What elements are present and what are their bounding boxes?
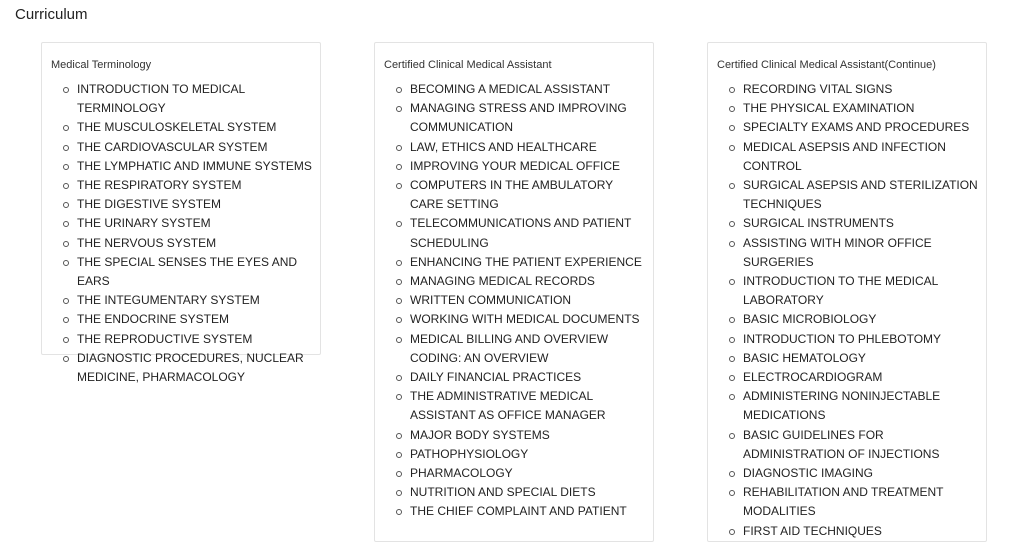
topic-list-item: BASIC HEMATOLOGY (717, 349, 978, 368)
topic-list-item: THE DIGESTIVE SYSTEM (51, 195, 312, 214)
topic-list-item: BECOMING A MEDICAL ASSISTANT (384, 80, 645, 99)
topic-list-item: ELECTROCARDIOGRAM (717, 368, 978, 387)
topic-list-item: FIRST AID TECHNIQUES (717, 522, 978, 541)
topic-list-item: BASIC GUIDELINES FOR ADMINISTRATION OF INJECTIONS (717, 426, 978, 464)
topic-list-item: NUTRITION AND SPECIAL DIETS (384, 483, 645, 502)
topic-list-item: ENHANCING THE PATIENT EXPERIENCE (384, 253, 645, 272)
topic-list (384, 80, 645, 522)
topic-list-item: MANAGING STRESS AND IMPROVING COMMUNICATION (384, 99, 645, 137)
topic-list-item: SPECIALTY EXAMS AND PROCEDURES (717, 118, 978, 137)
topic-list-item: MANAGING MEDICAL RECORDS (384, 272, 645, 291)
topic-list-item: THE LYMPHATIC AND IMMUNE SYSTEMS (51, 157, 312, 176)
topic-list-item: BASIC MICROBIOLOGY (717, 310, 978, 329)
topic-list-item: COMPUTERS IN THE AMBULATORY CARE SETTING (384, 176, 645, 214)
page-title: Curriculum (15, 6, 88, 23)
topic-list (717, 80, 978, 541)
topic-list-item: THE NERVOUS SYSTEM (51, 234, 312, 253)
topic-list-item: DIAGNOSTIC PROCEDURES, NUCLEAR MEDICINE, PHARMACOLOGY (51, 349, 312, 387)
topic-list-item: THE RESPIRATORY SYSTEM (51, 176, 312, 195)
topic-list-item: THE ENDOCRINE SYSTEM (51, 310, 312, 329)
topic-list-item: RECORDING VITAL SIGNS (717, 80, 978, 99)
topic-list-item: REHABILITATION AND TREATMENT MODALITIES (717, 483, 978, 521)
topic-list-item: LAW, ETHICS AND HEALTHCARE (384, 138, 645, 157)
topic-list-item: TELECOMMUNICATIONS AND PATIENT SCHEDULING (384, 214, 645, 252)
topic-list-item: ADMINISTERING NONINJECTABLE MEDICATIONS (717, 387, 978, 425)
topic-list-item: THE MUSCULOSKELETAL SYSTEM (51, 118, 312, 137)
section-card-clinical-medical-assistant (374, 42, 654, 542)
topic-list-item: WORKING WITH MEDICAL DOCUMENTS (384, 310, 645, 329)
topic-list-item: PHARMACOLOGY (384, 464, 645, 483)
topic-list-item: DAILY FINANCIAL PRACTICES (384, 368, 645, 387)
topic-list-item: MEDICAL BILLING AND OVERVIEW CODING: AN OVERVIEW (384, 330, 645, 368)
topic-list-item: INTRODUCTION TO THE MEDICAL LABORATORY (717, 272, 978, 310)
topic-list-item: INTRODUCTION TO PHLEBOTOMY (717, 330, 978, 349)
topic-list-item: THE INTEGUMENTARY SYSTEM (51, 291, 312, 310)
topic-list-item: THE CHIEF COMPLAINT AND PATIENT (384, 502, 645, 521)
section-title: Certified Clinical Medical Assistant (384, 59, 552, 71)
topic-list-item: PATHOPHYSIOLOGY (384, 445, 645, 464)
topic-list-item: DIAGNOSTIC IMAGING (717, 464, 978, 483)
topic-list-item: SURGICAL INSTRUMENTS (717, 214, 978, 233)
section-card-clinical-medical-assistant-continue (707, 42, 987, 542)
topic-list-item: THE URINARY SYSTEM (51, 214, 312, 233)
section-title: Certified Clinical Medical Assistant(Continue) (717, 59, 936, 71)
topic-list-item: THE PHYSICAL EXAMINATION (717, 99, 978, 118)
topic-list-item: IMPROVING YOUR MEDICAL OFFICE (384, 157, 645, 176)
topic-list-item: THE REPRODUCTIVE SYSTEM (51, 330, 312, 349)
topic-list-item: ASSISTING WITH MINOR OFFICE SURGERIES (717, 234, 978, 272)
section-title: Medical Terminology (51, 59, 152, 71)
topic-list-item: THE CARDIOVASCULAR SYSTEM (51, 138, 312, 157)
topic-list-item: MEDICAL ASEPSIS AND INFECTION CONTROL (717, 138, 978, 176)
topic-list-item: MAJOR BODY SYSTEMS (384, 426, 645, 445)
topic-list-item: SURGICAL ASEPSIS AND STERILIZATION TECHNIQUES (717, 176, 978, 214)
topic-list-item: THE SPECIAL SENSES THE EYES AND EARS (51, 253, 312, 291)
topic-list-item: THE ADMINISTRATIVE MEDICAL ASSISTANT AS OFFICE MANAGER (384, 387, 645, 425)
section-card-medical-terminology (41, 42, 321, 385)
topic-list (51, 80, 312, 387)
topic-list-item: WRITTEN COMMUNICATION (384, 291, 645, 310)
topic-list-item: INTRODUCTION TO MEDICAL TERMINOLOGY (51, 80, 312, 118)
